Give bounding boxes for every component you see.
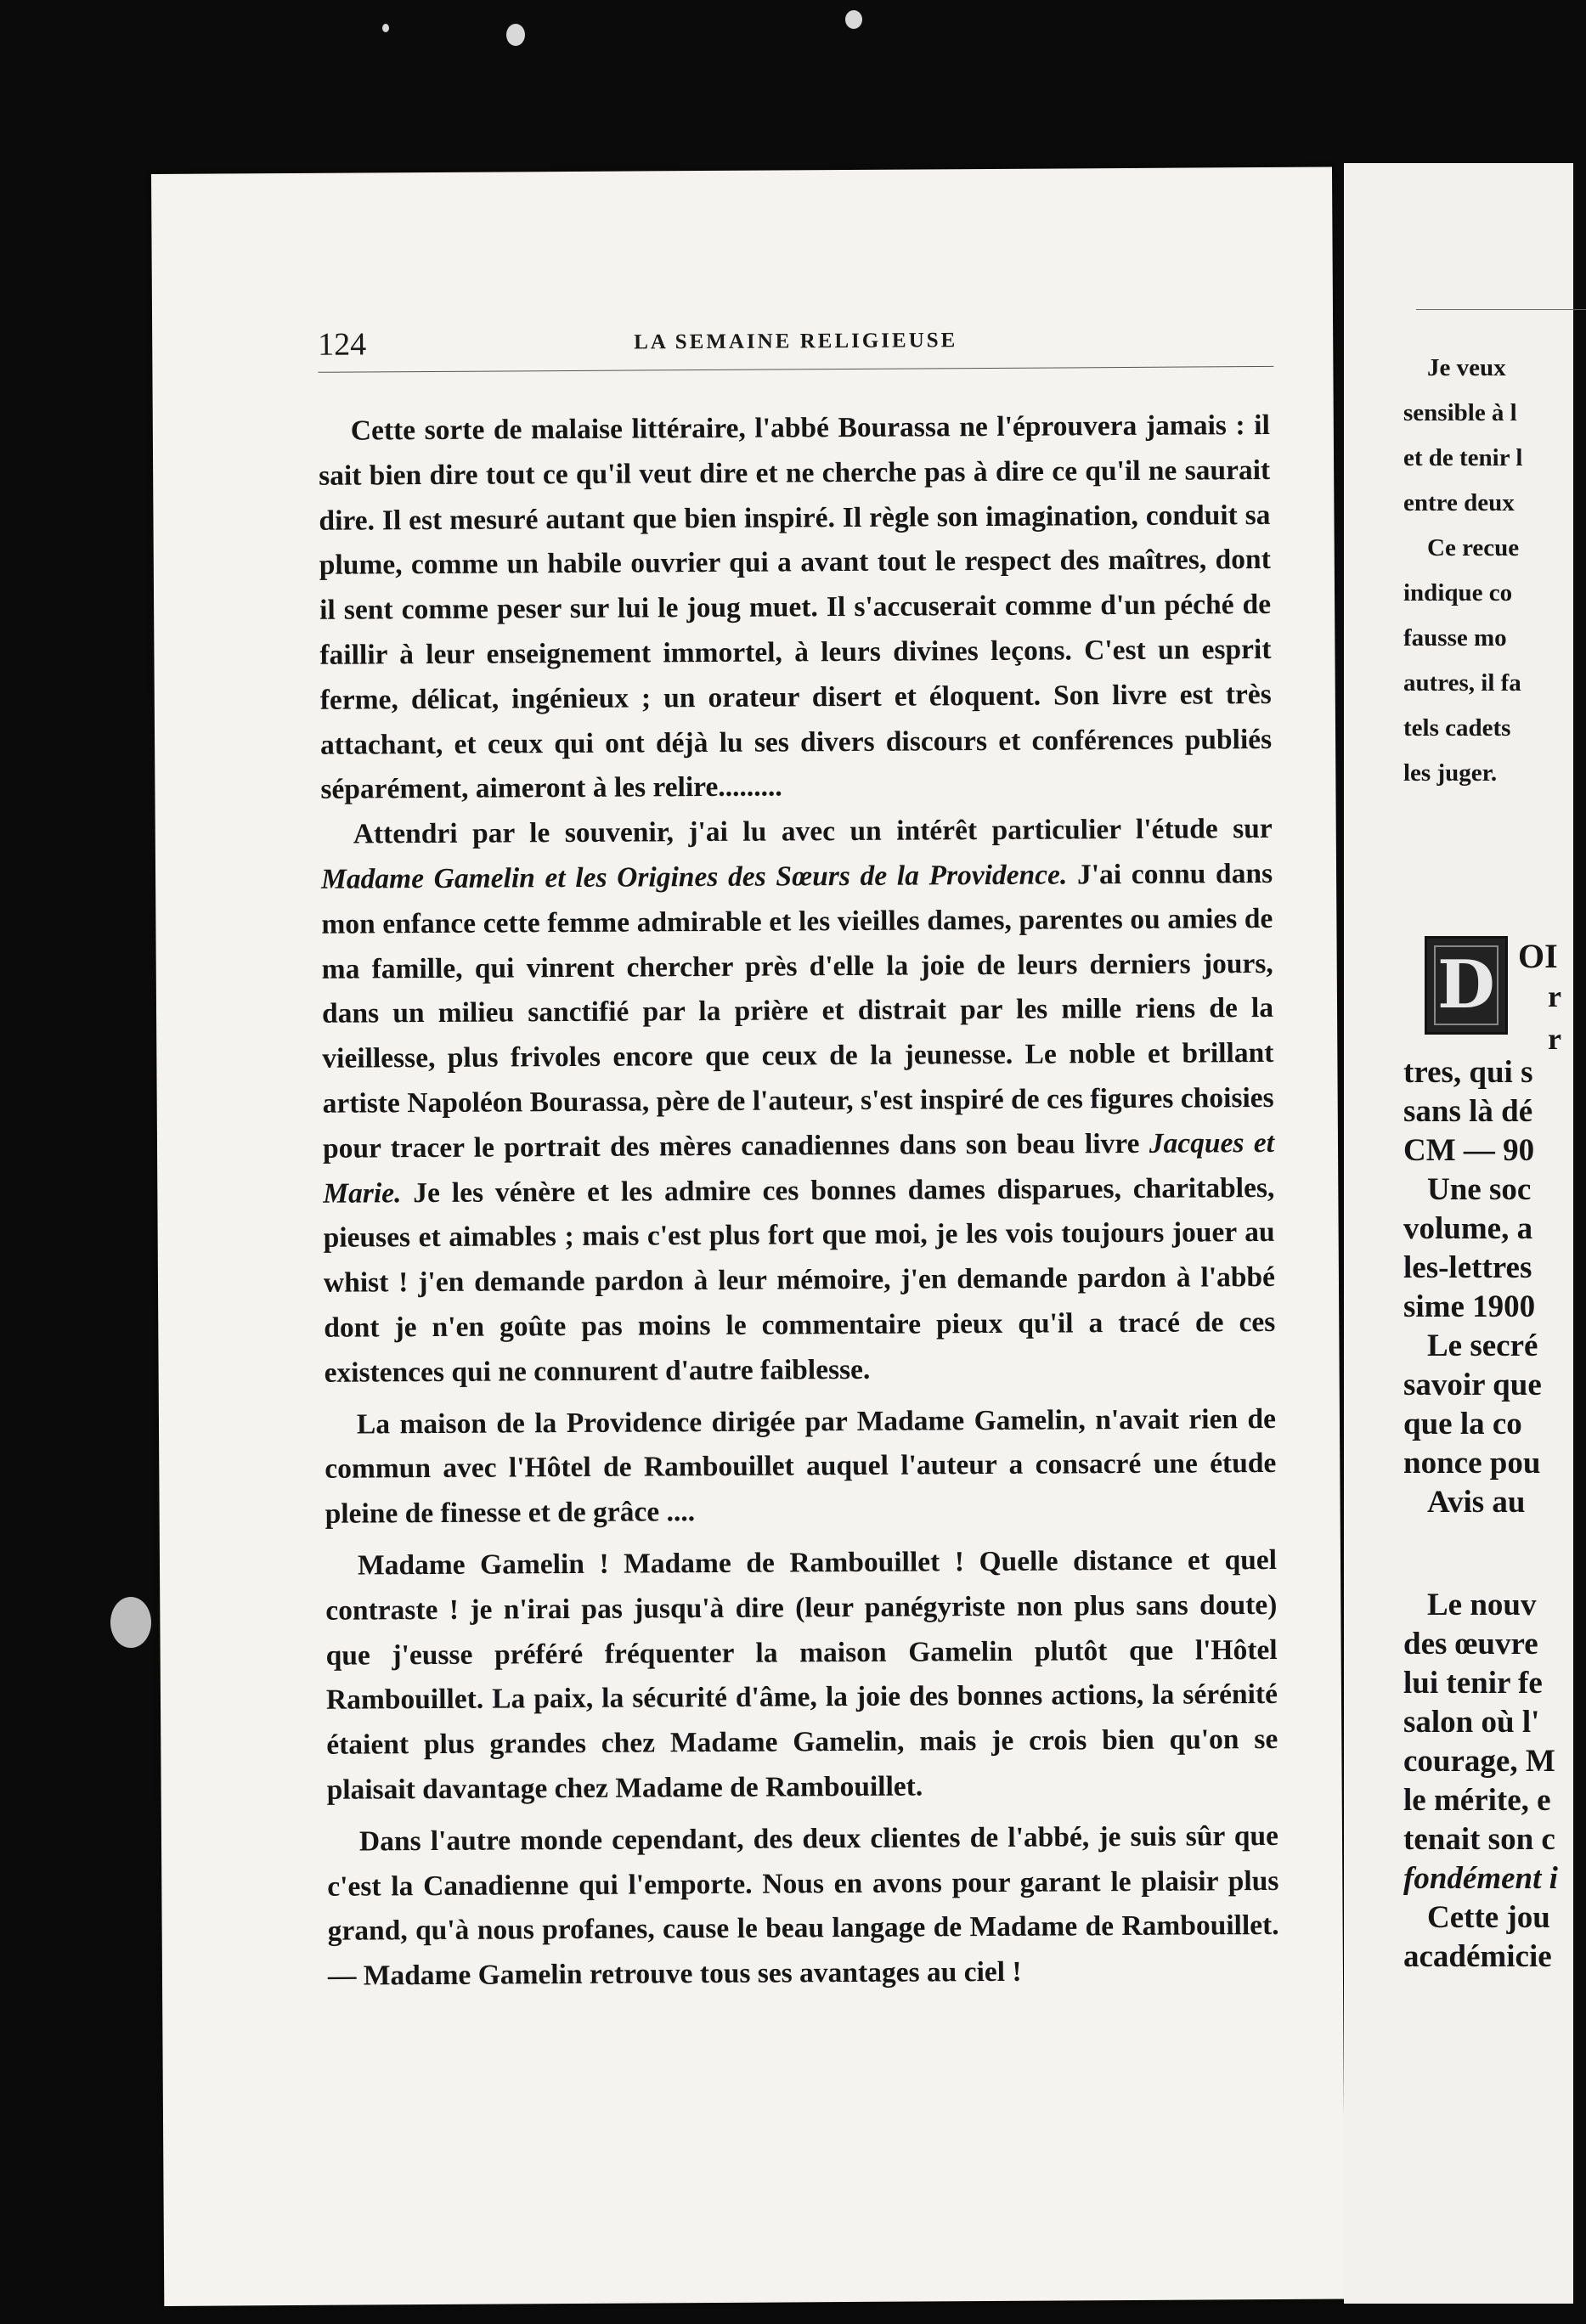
page-number: 124 (318, 326, 367, 363)
text-line: indique co (1403, 579, 1513, 606)
dropcap-letter: D (1434, 945, 1499, 1025)
text-line: salon où l' (1403, 1705, 1540, 1740)
ornamental-dropcap (1425, 936, 1508, 1035)
text-line: le mérite, e (1403, 1783, 1551, 1818)
text-line: les-lettres (1403, 1250, 1532, 1285)
dust-speck (845, 10, 862, 29)
text-line: r (1548, 979, 1561, 1013)
text-line: Ce recue (1427, 534, 1520, 561)
paragraph: Cette sorte de malaise littéraire, l'abbé Bourassa ne l'éprouvera jamais : il sait bien dire tout ce qu'il veut dire et ne cherche pas à dire ce qu'il ne saurait dire. Il est mesuré autant que bien inspiré. Il règle son imagination, conduit sa plume, comme un habile ouvrier qui a avant tout le respect des maîtres, dont il sent comme peser sur lui le joug muet. Il s'accuserait comme d'un péché de faillir à leur enseignement immortel, à leurs divines leçons. C'est un esprit ferme, délicat, ingénieux ; un orateur disert et éloquent. Son livre est très attachant, et ceux qui ont déjà lu ses divers discours et conférences publiés séparément, aimeront à les relire......... (319, 409, 1273, 806)
text-line: Le secré (1427, 1328, 1538, 1363)
text-line: des œuvre (1403, 1627, 1538, 1661)
text-line: fausse mo (1403, 624, 1507, 652)
page-header (318, 320, 1273, 373)
right-top-text (1403, 346, 1522, 796)
paragraph: Dans l'autre monde cependant, des deux clientes de l'abbé, je suis sûr que c'est la Canadienne qui l'emporte. Nous en avons pour garant le plaisir plus grand, qu'à nous profanes, cause le beau langage de Madame de Rambouillet. — Madame Gamelin retrouve tous ses avantages au ciel ! (327, 1819, 1279, 1992)
text-line: entre deux (1403, 489, 1515, 516)
running-title: LA SEMAINE RELIGIEUSE (634, 329, 958, 354)
text-line: nonce pou (1403, 1446, 1541, 1481)
text-line: Avis au (1427, 1485, 1526, 1520)
text-line: r (1548, 1022, 1561, 1056)
text-line: lui tenir fe (1403, 1666, 1543, 1701)
text-line: sime 1900 (1403, 1289, 1536, 1324)
text-line: courage, M (1403, 1744, 1555, 1779)
text-line: autres, il fa (1403, 669, 1521, 697)
text-line: académicie (1403, 1939, 1552, 1974)
header-rule (1416, 309, 1586, 310)
dust-speck (110, 1597, 151, 1648)
dust-speck (506, 24, 525, 46)
text-line: Le nouv (1427, 1588, 1537, 1622)
right-bottom-text (1403, 1586, 1558, 1977)
text-line: tels cadets (1403, 714, 1511, 742)
text-line: tenait son c (1403, 1822, 1555, 1857)
text-line: et de tenir l (1403, 444, 1523, 471)
text-line: Une soc (1427, 1172, 1532, 1207)
text-line: CM — 90 (1403, 1133, 1535, 1168)
text-line (1403, 1859, 1558, 1898)
paragraph: La maison de la Providence dirigée par Madame Gamelin, n'avait rien de commun avec l'Hôtel de Rambouillet auquel l'auteur a consacré une étude pleine de finesse et de grâce .... (325, 1402, 1277, 1530)
paragraph: Madame Gamelin ! Madame de Rambouillet ! Quelle distance et quel contraste ! je n'irai pas jusqu'à dire (leur panégyriste non plus sans doute) que j'eusse préféré fréquenter la maison Gamelin plutôt que l'Hôtel Rambouillet. La paix, la sécurité d'âme, la joie des bonnes actions, la sérénité étaient plus grandes chez Madame Gamelin, mais je crois bien qu'on se plaisait davantage chez Madame de Rambouillet. (325, 1543, 1278, 1806)
text-line: sensible à l (1403, 399, 1517, 426)
text-line: que la co (1403, 1407, 1522, 1441)
text-line: OI (1518, 937, 1558, 975)
paragraph-text: J'ai connu dans mon enfance cette femme admirable et les vieilles dames, parentes ou amies de ma famille, qui vinrent chercher près d'elle la joie de leurs derniers jours, dans un milieu sanctifié par la prière et distrait par les mille riens de la vieillesse, plus frivoles encore que ceux de la jeunesse. Le noble et brillant artiste Napoléon Bourassa, père de l'auteur, s'est inspiré de ces figures choisies pour tracer le portrait des mères canadiennes dans son beau livre (321, 857, 1274, 1165)
text-line: tres, qui s (1403, 1055, 1533, 1090)
italic-text: fondément i (1403, 1861, 1558, 1896)
body-text (319, 403, 1279, 2000)
left-page (151, 167, 1345, 2306)
paragraph-text: Je les vénère et les admire ces bonnes dames disparues, charitables, pieuses et aimables ; mais c'est plus fort que moi, je les vois toujours jouer au whist ! j'en demande pardon à leur mémoire, j'en demande pardon à l'abbé dont je n'en goûte pas moins le commentaire pieux qu'il a tracé de ces existences qui ne connurent d'autre faiblesse. (323, 1171, 1276, 1389)
right-page (1344, 163, 1573, 2304)
text-line: les juger. (1403, 759, 1498, 787)
text-line: Je veux (1427, 354, 1506, 381)
text-line: Cette jou (1427, 1900, 1550, 1935)
text-line: volume, a (1403, 1211, 1533, 1246)
book-title: Madame Gamelin et les Origines des Sœurs de la Providence. (320, 859, 1068, 895)
paragraph-text: Attendri par le souvenir, j'ai lu avec un intérêt particulier l'étude sur (353, 813, 1273, 850)
paragraph (321, 807, 1276, 1396)
dust-speck (382, 24, 389, 32)
text-line: sans là dé (1403, 1094, 1533, 1129)
book-title: Jacques et Marie. (323, 1126, 1275, 1210)
right-mid-text (1403, 1053, 1542, 1522)
text-line: savoir que (1403, 1368, 1542, 1402)
